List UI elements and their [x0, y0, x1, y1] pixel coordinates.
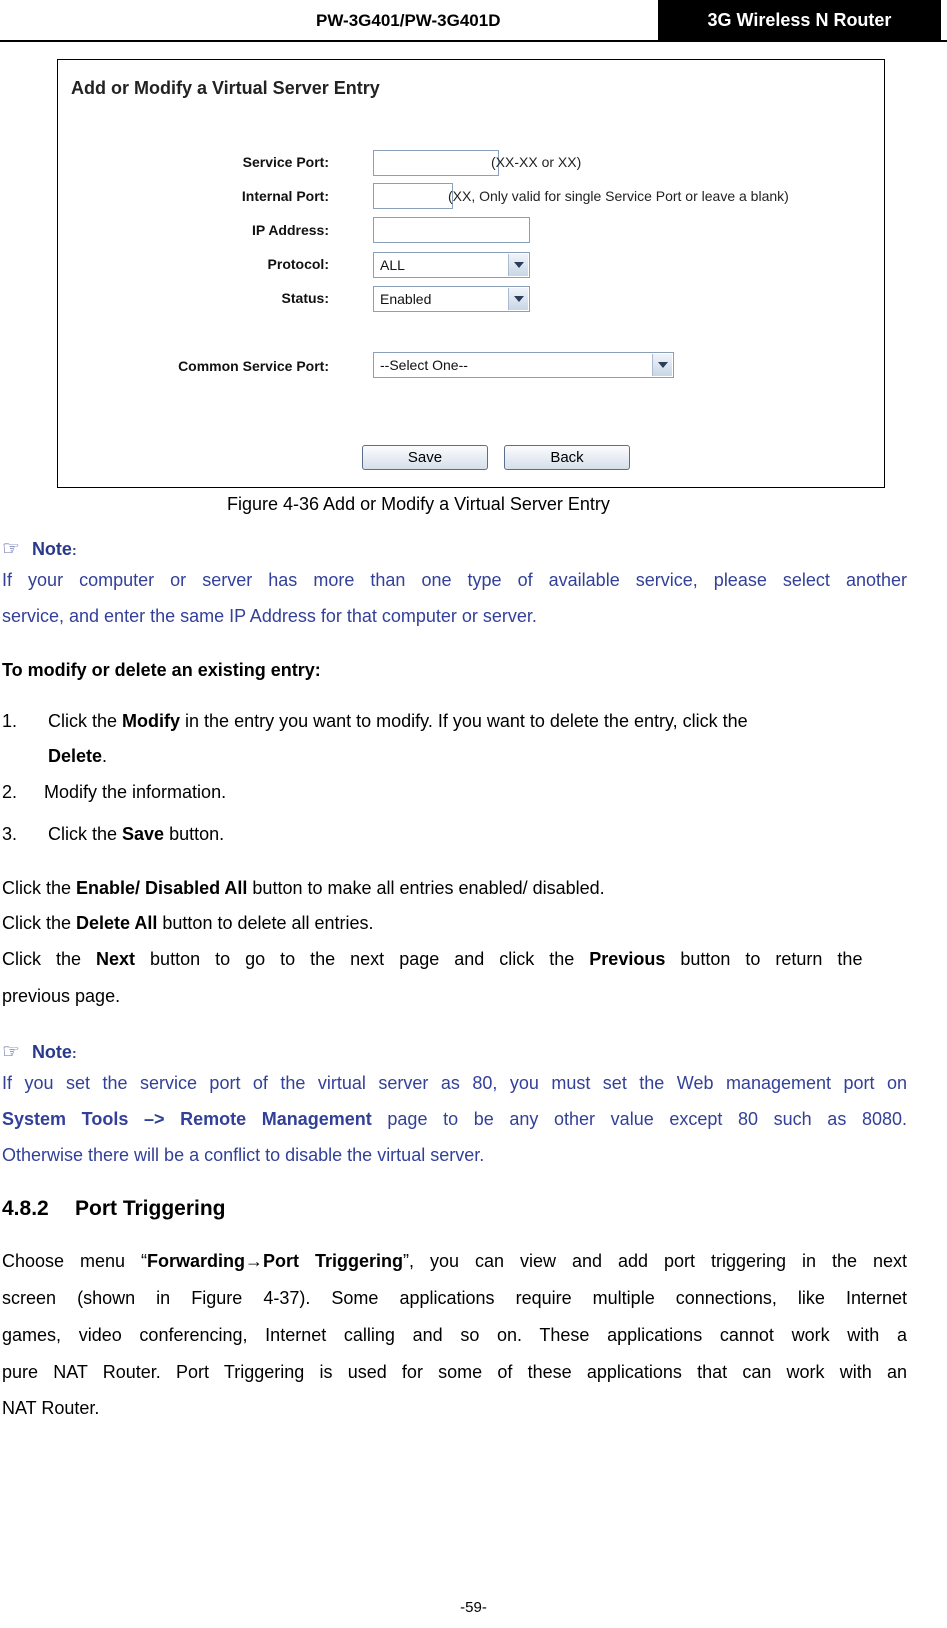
modify-heading: To modify or delete an existing entry: — [2, 660, 321, 680]
status-label: Status: — [281, 290, 329, 306]
service-port-input[interactable] — [373, 150, 499, 176]
next-previous-instruction: Click the Next button to go to the next page and click the Previous button to return the — [2, 949, 863, 969]
form-title: Add or Modify a Virtual Server Entry — [71, 78, 380, 98]
pointing-hand-icon: ☞ — [2, 1041, 20, 1063]
pointing-hand-icon: ☞ — [2, 538, 20, 560]
service-port-hint: (XX-XX or XX) — [491, 154, 582, 170]
common-service-port-select[interactable] — [373, 352, 674, 378]
note-text-line: If your computer or server has more than one type of available service, please select another — [2, 570, 907, 590]
internal-port-hint: (XX, Only valid for single Service Port or leave a blank) — [448, 188, 789, 204]
note-heading: ☞ Note: — [2, 538, 77, 560]
internal-port-input[interactable] — [373, 183, 453, 209]
ip-address-input[interactable] — [373, 217, 530, 243]
internal-port-label: Internal Port: — [241, 188, 329, 204]
save-button[interactable]: Save — [362, 445, 488, 470]
step-text: Click the Save button. — [48, 824, 225, 844]
step-number: 2. — [2, 782, 18, 802]
note-text-line: Otherwise there will be a conflict to disable the virtual server. — [2, 1145, 485, 1165]
body-text-line: Choose menu “Forwarding→Port Triggering”, you can view and add port triggering in the next — [2, 1251, 907, 1271]
enable-disable-instruction: Click the Enable/ Disabled All button to make all entries enabled/ disabled. — [2, 878, 605, 898]
header-rule — [0, 40, 947, 42]
step-number: 1. — [2, 711, 18, 731]
note-heading: ☞ Note: — [2, 1041, 77, 1063]
note-text-line: If you set the service port of the virtual server as 80, you must set the Web management port on — [2, 1073, 907, 1093]
body-text-line: NAT Router. — [2, 1398, 100, 1418]
body-text-line: pure NAT Router. Port Triggering is used for some of these applications that can work with an — [2, 1362, 907, 1382]
note-text-line: System Tools –> Remote Management page to be any other value except 80 such as 8080. — [2, 1109, 907, 1129]
next-previous-instruction-cont: previous page. — [2, 986, 121, 1006]
step-text: Click the Modify in the entry you want to modify. If you want to delete the entry, click the — [48, 711, 748, 731]
body-text-line: games, video conferencing, Internet calling and so on. These applications cannot work with a — [2, 1325, 907, 1345]
section-title: Port Triggering — [75, 1197, 226, 1220]
chevron-down-icon[interactable] — [508, 254, 528, 276]
section-number: 4.8.2 — [2, 1197, 49, 1220]
back-button[interactable]: Back — [504, 445, 630, 470]
status-select[interactable] — [373, 286, 530, 312]
header-product-tab: 3G Wireless N Router — [658, 0, 941, 40]
note-text-line: service, and enter the same IP Address for that computer or server. — [2, 606, 537, 626]
status-selected: Enabled — [380, 291, 432, 307]
service-port-label: Service Port: — [242, 154, 329, 170]
chevron-down-icon[interactable] — [652, 354, 672, 376]
page-number: -59- — [460, 1599, 487, 1616]
ip-address-label: IP Address: — [251, 222, 329, 238]
step-number: 3. — [2, 824, 18, 844]
protocol-select[interactable] — [373, 252, 530, 278]
step-text: Modify the information. — [44, 782, 227, 802]
body-text-line: screen (shown in Figure 4-37). Some applications require multiple connections, like Internet — [2, 1288, 907, 1308]
chevron-down-icon[interactable] — [508, 288, 528, 310]
common-service-port-label: Common Service Port: — [178, 358, 329, 374]
common-service-port-selected: --Select One-- — [380, 357, 468, 373]
virtual-server-form-screenshot — [57, 59, 885, 488]
protocol-label: Protocol: — [267, 256, 329, 272]
protocol-selected: ALL — [380, 257, 405, 273]
delete-all-instruction: Click the Delete All button to delete all entries. — [2, 913, 374, 933]
step-text-cont: Delete. — [48, 746, 108, 766]
figure-caption: Figure 4-36 Add or Modify a Virtual Server Entry — [227, 494, 610, 514]
header-model: PW-3G401/PW-3G401D — [316, 11, 501, 30]
